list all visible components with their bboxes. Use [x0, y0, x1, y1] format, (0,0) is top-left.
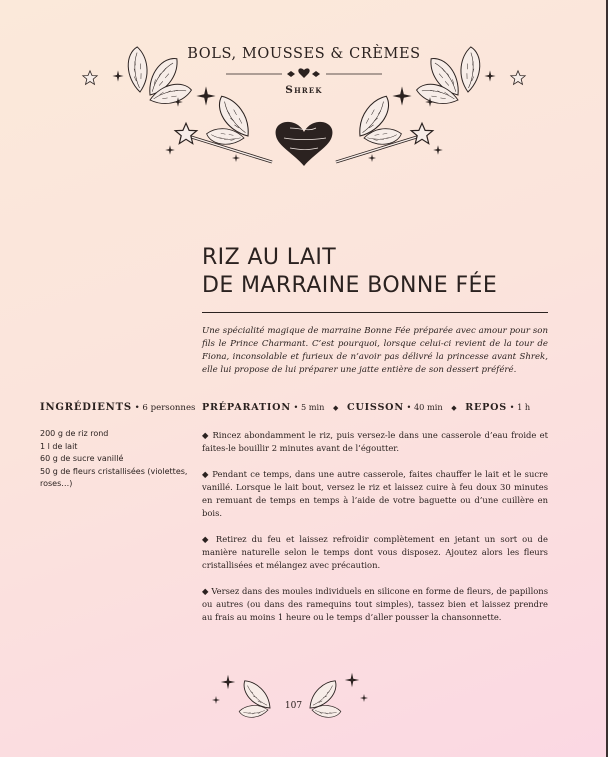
prep-time: • 5 min [293, 402, 325, 412]
heart-icon [276, 122, 333, 166]
ingredient-item: 200 g de riz rond [40, 429, 109, 438]
header-divider [226, 68, 382, 78]
wing-left-icon [238, 675, 271, 722]
preparation-label: PRÉPARATION [202, 402, 291, 413]
recipe-intro: Une spécialité magique de marraine Bonne Fée préparée avec amour pour son fils le Prince Charmant. C’est pourquoi, lorsque celui-ci revient de la tour de Fiona, inconsolable et furieux de n’avoir pas délivré la princesse avant Shrek, elle lui propose de lui préparer une jatte entière de son dessert préféré. [202, 326, 548, 375]
page-number: 107 [284, 701, 303, 711]
preparation-steps [202, 429, 548, 637]
chapter-subtitle: Shrek [285, 84, 323, 96]
cook-label: CUISSON [347, 402, 404, 413]
spade-icon [298, 68, 309, 78]
ingredients-label: INGRÉDIENTS [40, 402, 132, 413]
step: ◆ Versez dans des moules individuels en silicone en forme de fleurs, de papillons ou autres (ou dans des ramequins tout simples), tassez bien et laissez prendre au frais au moins 1 heure ou le temps d’aller pousser la chansonnette. [202, 586, 548, 622]
step: ◆ Rincez abondamment le riz, puis versez-le dans une casserole d’eau froide et faites-le bouillir 2 minutes avant de l’égoutter. [202, 430, 548, 453]
ingredients-heading [40, 402, 195, 413]
step: ◆ Retirez du feu et laissez refroidir complètement en jetant un sort ou de manière naturelle selon le temps dont vous disposez. Ajoutez alors les fleurs cristallisées et mélangez avec précaution. [202, 534, 548, 570]
sparkle-icon [212, 673, 368, 704]
chapter-category: BOLS, MOUSSES & CRÈMES [187, 46, 421, 62]
wing-right-icon [309, 675, 342, 722]
cook-time: • 40 min [406, 402, 443, 412]
ingredient-item: 50 g de fleurs cristallisées (violettes, roses…) [40, 466, 188, 489]
diamond-icon: ◆ [451, 404, 457, 412]
servings: • 6 personnes [134, 403, 196, 413]
ingredient-item: 60 g de sucre vanillé [40, 454, 124, 464]
title-rule [202, 312, 548, 313]
recipe-title-line-2: DE MARRAINE BONNE FÉE [202, 273, 498, 298]
preparation-heading [202, 402, 530, 413]
heart-small-icon [287, 71, 295, 77]
ingredients-list [40, 428, 190, 491]
rest-time: • 1 h [509, 402, 531, 412]
ingredient-item: 1 l de lait [40, 441, 78, 451]
recipe-title-line-1: RIZ AU LAIT [202, 245, 337, 270]
diamond-icon: ◆ [333, 404, 339, 412]
rest-label: REPOS [465, 402, 508, 413]
step: ◆ Pendant ce temps, dans une autre casserole, faites chauffer le lait et le sucre vanillé. Lorsque le lait bout, versez le riz et laissez cuire à feu doux 30 minutes en remuant de temps en temps à l’aide de votre baguette ou d’une cuillère en bois. [202, 469, 548, 518]
footer-ornament [200, 662, 380, 722]
recipe-title [202, 244, 497, 300]
